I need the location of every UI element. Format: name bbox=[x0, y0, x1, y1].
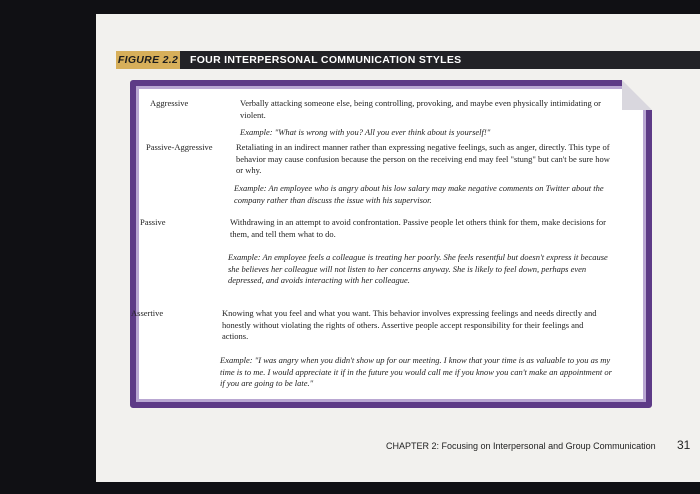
definition-aggressive: Verbally attacking someone else, being controlling, provoking, and maybe even physically intimidating or violent. bbox=[240, 98, 601, 120]
page-curl-corner bbox=[622, 80, 652, 110]
term-aggressive: Aggressive bbox=[150, 98, 189, 108]
definition-passive: Withdrawing in an attempt to avoid confrontation. Passive people let others think for them, make decisions for them, and tell them what to do. bbox=[230, 217, 606, 239]
figure-header bbox=[116, 51, 700, 69]
term-passive-aggressive: Passive-Aggressive bbox=[146, 142, 213, 152]
example-passive-aggressive: Example: An employee who is angry about his low salary may make negative comments on Twitter about the company rather than discuss the issue with his supervisor. bbox=[234, 183, 604, 205]
example-assertive: Example: "I was angry when you didn't show up for our meeting. I know that your time is as valuable to you as my time is to me. I would appreciate it if in the future you would call me if you know you can't make an appointment or if you are going to be late." bbox=[220, 355, 612, 388]
definition-assertive: Knowing what you feel and what you want. This behavior involves expressing feelings and needs directly and honestly without violating the rights of others. Assertive people accept responsibility for their feelings and actions. bbox=[222, 308, 597, 341]
definition-passive-aggressive: Retaliating in an indirect manner rather than expressing negative feelings, such as anger, directly. This type of behavior may cause confusion because the person on the receiving end may feel "stung" but can't be sure how or why. bbox=[236, 142, 610, 175]
chapter-footer: CHAPTER 2: Focusing on Interpersonal and Group Communication bbox=[386, 441, 656, 451]
example-passive: Example: An employee feels a colleague is treating her poorly. She feels resentful but doesn't express it because she believes her colleague will not listen to her concerns anyway. She is likely to feel down, perhaps even depressed, and avoids interacting with her colleague. bbox=[228, 252, 608, 285]
term-assertive: Assertive bbox=[131, 308, 164, 318]
page-number: 31 bbox=[677, 438, 691, 452]
figure-title: FOUR INTERPERSONAL COMMUNICATION STYLES bbox=[190, 54, 462, 66]
example-aggressive: Example: "What is wrong with you? All you ever think about is yourself!" bbox=[240, 127, 491, 137]
figure-label: FIGURE 2.2 bbox=[116, 51, 180, 69]
term-passive: Passive bbox=[140, 217, 166, 227]
